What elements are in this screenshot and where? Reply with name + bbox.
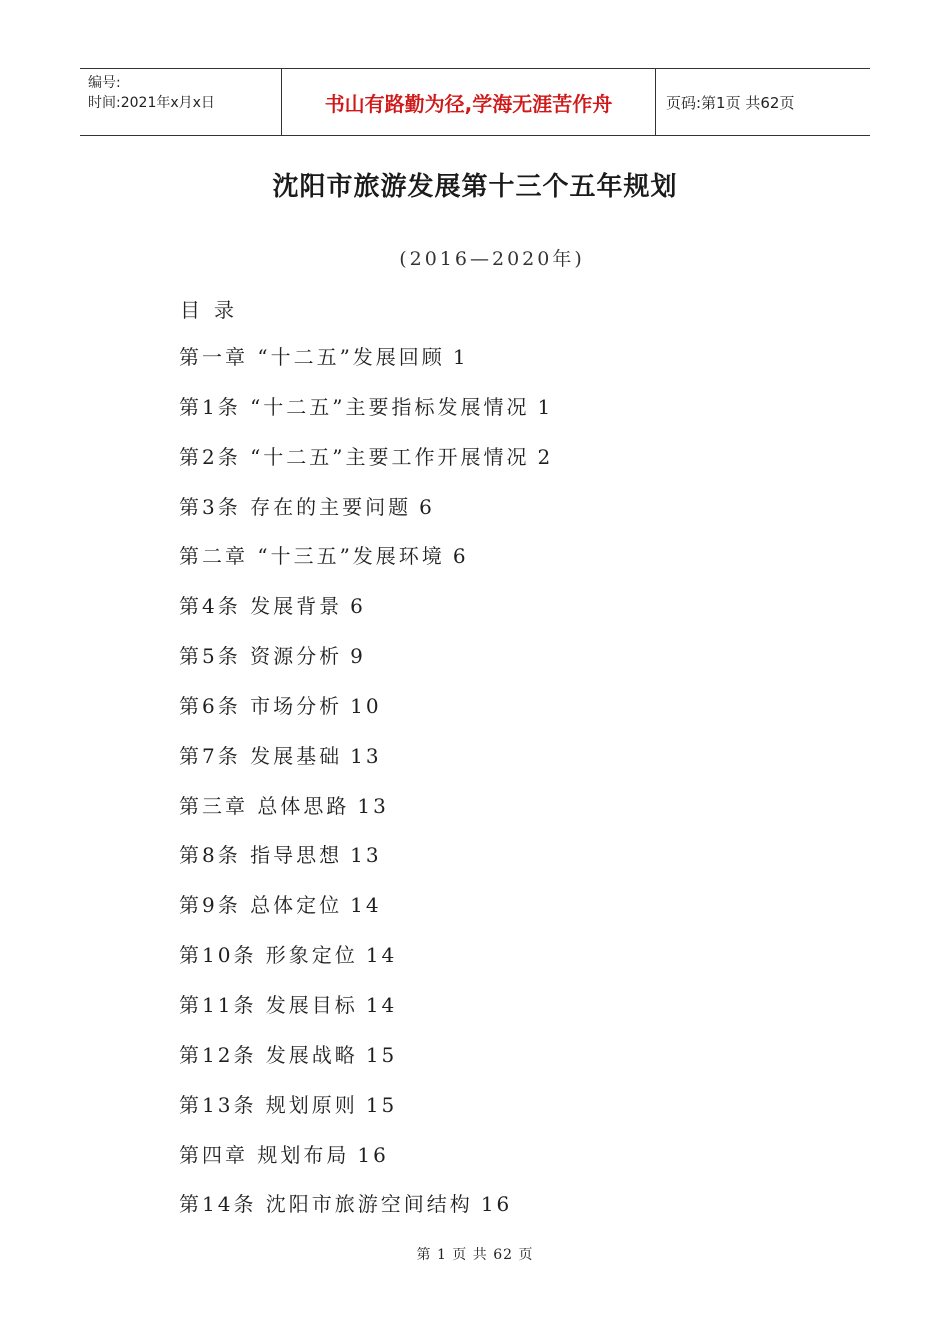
toc-item-page: 14	[350, 893, 382, 918]
toc-item[interactable]	[179, 1081, 553, 1131]
toc-item-label: 第9条 总体定位	[179, 893, 343, 918]
toc-item-page: 6	[350, 594, 366, 619]
header-page-info: 页码:第1页 共62页	[666, 93, 795, 112]
toc-item[interactable]	[179, 782, 553, 832]
toc-item[interactable]	[179, 981, 553, 1031]
toc-item[interactable]	[179, 931, 553, 981]
toc-item[interactable]	[179, 383, 553, 433]
toc-item-page: 9	[350, 644, 366, 669]
toc-item-page: 6	[419, 494, 435, 519]
toc-item[interactable]	[179, 682, 553, 732]
toc-item-label: 第11条 发展目标	[179, 992, 358, 1017]
toc-item-page: 13	[350, 743, 382, 768]
toc-item-page: 2	[537, 444, 554, 469]
toc-item-label: 第二章 “十三五”发展环境	[179, 544, 445, 569]
toc-item[interactable]	[179, 1031, 553, 1081]
toc-item-page: 14	[365, 943, 398, 968]
toc-item-label: 第12条 发展战略	[179, 1042, 358, 1067]
toc-item[interactable]	[179, 333, 553, 383]
toc-item-label: 第5条 资源分析	[179, 644, 343, 669]
toc-item-page: 10	[350, 693, 382, 718]
toc-item-label: 第三章 总体思路	[179, 793, 350, 818]
toc-item-label: 第四章 规划布局	[179, 1142, 350, 1167]
toc-item[interactable]	[179, 483, 553, 533]
toc-item-page: 14	[365, 992, 398, 1017]
toc-item-page: 15	[365, 1092, 398, 1117]
toc-item-page: 13	[350, 843, 382, 868]
toc-item[interactable]	[179, 1131, 553, 1181]
toc-item-label: 第13条 规划原则	[179, 1092, 358, 1117]
toc-item-label: 第6条 市场分析	[179, 693, 343, 718]
toc-item-page: 1	[452, 345, 469, 369]
toc-item[interactable]	[179, 582, 553, 632]
toc-item[interactable]	[179, 1180, 553, 1230]
toc-item-label: 第7条 发展基础	[179, 743, 343, 768]
toc-item-page: 6	[452, 544, 469, 569]
page-header	[80, 68, 870, 136]
toc-item-label: 第4条 发展背景	[179, 594, 343, 619]
toc-item-label: 第8条 指导思想	[179, 843, 343, 868]
header-number-label: 编号:	[88, 75, 121, 91]
header-meta	[80, 69, 282, 135]
toc-heading: 目录	[180, 298, 248, 322]
toc-item[interactable]	[179, 881, 553, 931]
toc-item[interactable]	[179, 831, 553, 881]
toc-item-label: 第10条 形象定位	[179, 943, 358, 968]
table-of-contents	[179, 333, 553, 1230]
toc-item-label: 第一章 “十二五”发展回顾	[179, 345, 445, 369]
toc-item-page: 1	[537, 394, 554, 419]
toc-item[interactable]	[179, 732, 553, 782]
page-footer: 第 1 页 共 62 页	[416, 1247, 534, 1263]
toc-item-page: 15	[365, 1042, 398, 1067]
header-motto: 书山有路勤为径,学海无涯苦作舟	[282, 69, 656, 135]
header-time-label: 时间:2021年x月x日	[88, 95, 215, 111]
document-period: (2016—2020年)	[399, 248, 585, 270]
toc-item[interactable]	[179, 532, 553, 582]
toc-item[interactable]	[179, 632, 553, 682]
toc-item-label: 第3条 存在的主要问题	[179, 494, 412, 519]
document-title: 沈阳市旅游发展第十三个五年规划	[272, 172, 678, 202]
toc-item-label: 第14条 沈阳市旅游空间结构	[179, 1192, 473, 1217]
toc-item-label: 第1条 “十二五”主要指标发展情况	[179, 394, 530, 419]
toc-item-page: 16	[480, 1192, 513, 1217]
toc-item-page: 16	[357, 1142, 389, 1167]
toc-item-label: 第2条 “十二五”主要工作开展情况	[179, 444, 530, 469]
toc-item[interactable]	[179, 433, 553, 483]
toc-item-page: 13	[357, 793, 389, 818]
